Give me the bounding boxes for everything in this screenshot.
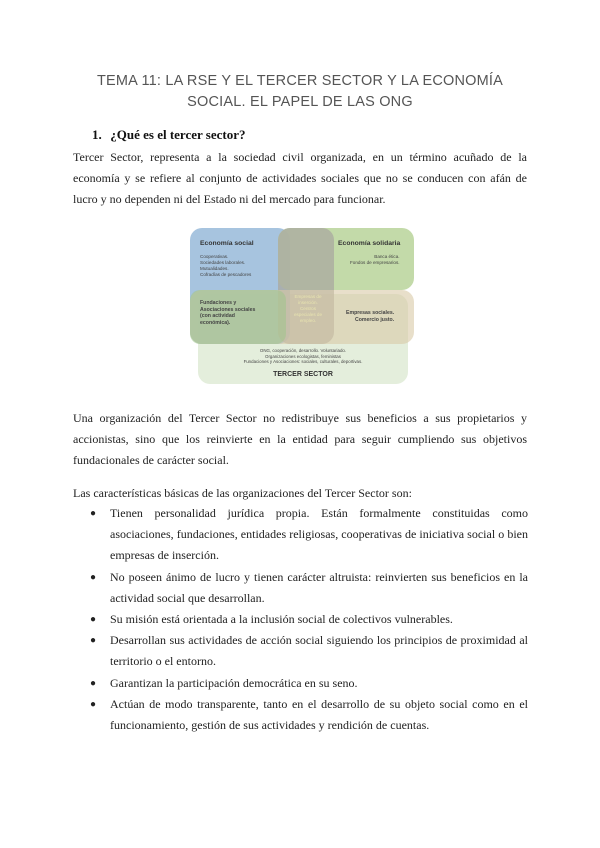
centro-line: empleo.	[299, 318, 317, 323]
bullet-icon: ●	[89, 508, 97, 519]
economia-social-item: Mutualidades.	[200, 266, 229, 271]
fundaciones-text	[200, 300, 255, 326]
economia-social-item: Cofradías de pescadores	[200, 272, 252, 277]
fundaciones-line: Asociaciones sociales	[200, 306, 256, 313]
characteristics-list	[88, 503, 528, 736]
economia-social-title: Economía social	[200, 240, 254, 247]
bullet-icon: ●	[89, 677, 97, 689]
title-line-2: SOCIAL. EL PAPEL DE LAS ONG	[187, 94, 413, 110]
fundaciones-line: Fundaciones y	[200, 300, 237, 306]
bullet-icon: ●	[89, 571, 97, 583]
empresas-sociales-line: Empresas sociales.	[346, 310, 395, 316]
tercer-sector-label: TERCER SECTOR	[273, 371, 333, 378]
empresas-sociales-text	[346, 310, 394, 323]
centro-line: Centros	[299, 306, 317, 311]
tercer-sector-items	[198, 348, 408, 365]
list-item-text: No poseen ánimo de lucro y tienen carácter altruista: reinvierten sus beneficios en la actividad social que desarrollan.	[110, 569, 528, 605]
economia-social-item: Sociedades laborales.	[200, 260, 246, 265]
section-number: 1.	[92, 127, 102, 142]
bullet-icon: ●	[89, 614, 97, 626]
list-item-text: Actúan de modo transparente, tanto en el desarrollo de su objeto social como en el funcionamiento, gestión de sus actividades y rendición de cuentas.	[110, 696, 528, 733]
list-item-text: Desarrollan sus actividades de acción social siguiendo los principios de proximidad al territorio o el entorno.	[110, 633, 528, 669]
fundaciones-line: económica).	[200, 319, 231, 326]
empresas-sociales-line: Comercio justo.	[354, 316, 395, 323]
list-item-text: Su misión está orientada a la inclusión social de colectivos vulnerables.	[110, 612, 453, 627]
economia-solidaria-title: Economía solidaria	[338, 240, 401, 247]
economia-social-item: Cooperativas.	[200, 254, 229, 259]
economia-solidaria-item: Fondos de empresarios.	[350, 260, 400, 265]
tercer-sector-line: Organizaciones ecologistas, feministas	[265, 353, 341, 359]
list-item	[88, 630, 528, 672]
list-item	[88, 694, 528, 736]
list-item	[88, 609, 528, 630]
centro-text	[286, 294, 330, 324]
centro-line: inserción.	[298, 300, 318, 305]
bullet-icon: ●	[89, 635, 97, 647]
paragraph-2: Una organización del Tercer Sector no redistribuye sus beneficios a sus propietarios y accionistas, sino que los reinvierte en la entidad para seguir cumpliendo sus objetivos fundacionales de carácter social.	[73, 411, 527, 468]
tercer-sector-diagram	[190, 228, 414, 386]
centro-line: Empresas de	[294, 294, 322, 299]
economia-social-items	[200, 254, 251, 278]
list-item-text: Tienen personalidad jurídica propia. Están formalmente constituidas como asociaciones, fundaciones, entidades religiosas, cooperativas de iniciativa social o bien empresas de inserción.	[110, 506, 528, 563]
section-heading	[92, 127, 245, 143]
bullet-icon: ●	[89, 698, 97, 710]
tercer-sector-line: ONG, cooperación, desarrollo. Voluntariado.	[259, 348, 347, 353]
economia-solidaria-item: Banca ética.	[374, 254, 400, 259]
tercer-sector-line: Fundaciones y Asociaciones: sociales, culturales, deportivas.	[243, 359, 363, 365]
list-item	[88, 673, 528, 694]
centro-line: especiales de	[293, 312, 323, 317]
title-line-1: TEMA 11: LA RSE Y EL TERCER SECTOR Y LA ECONOMÍA	[96, 73, 504, 89]
paragraph-3: Las características básicas de las organizaciones del Tercer Sector son:	[73, 486, 412, 500]
intro-paragraph: Tercer Sector, representa a la sociedad civil organizada, en un término acuñado de la economía y se refiere al conjunto de actividades sociales que no se conducen con afán de lucro y no dependen ni del Estado ni del mercado para funcionar.	[73, 150, 527, 207]
fundaciones-line: (con actividad	[200, 313, 235, 320]
list-item	[88, 503, 528, 567]
list-item-text: Garantizan la participación democrática en su seno.	[110, 675, 358, 690]
section-heading-text: ¿Qué es el tercer sector?	[110, 127, 246, 142]
document-title	[60, 71, 540, 113]
list-item	[88, 567, 528, 609]
economia-solidaria-items	[350, 254, 400, 266]
